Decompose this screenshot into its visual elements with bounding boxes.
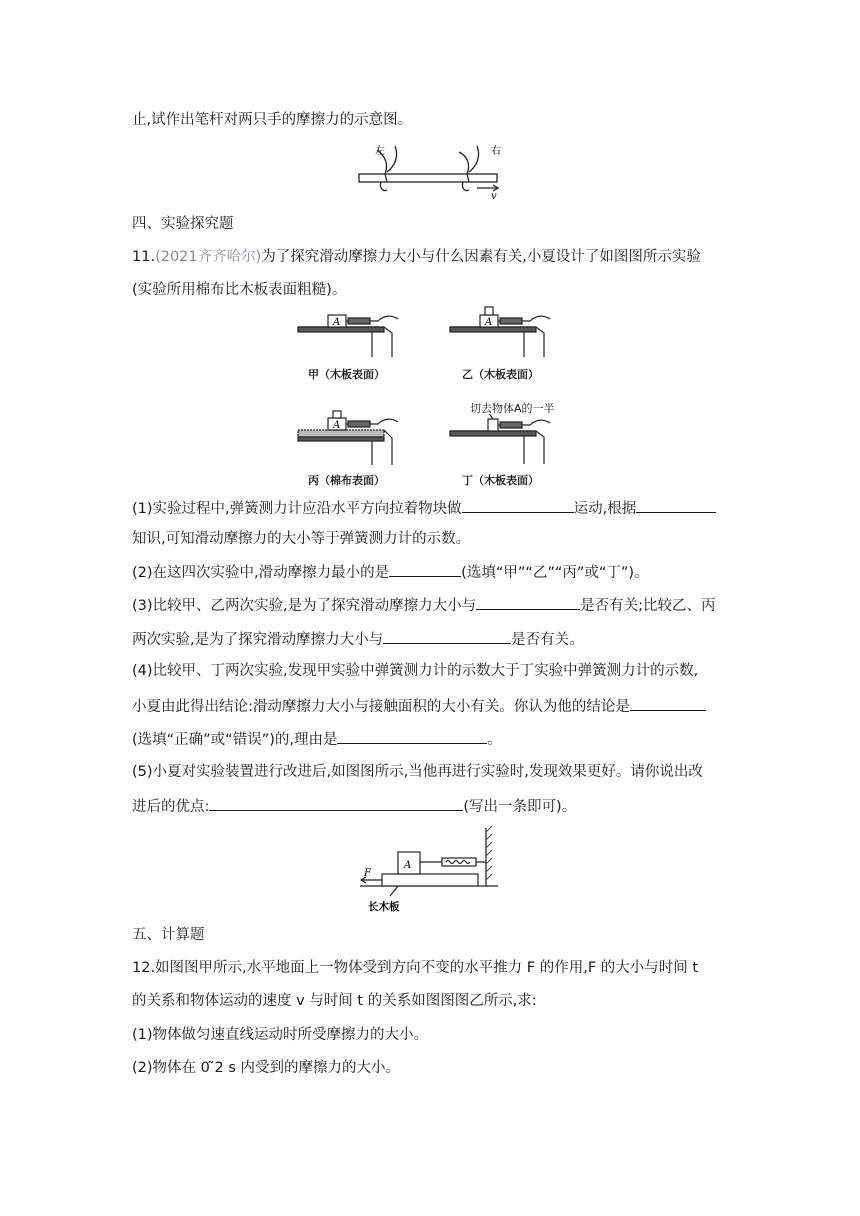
- q11-p3-blank1[interactable]: [476, 594, 580, 610]
- q11-p2-blank[interactable]: [389, 561, 461, 577]
- ding-note: 切去物体A的一半: [470, 402, 555, 415]
- q11-p1-line2: 知识,可知滑动摩擦力的大小等于弹簧测力计的示数。: [132, 531, 471, 547]
- q11-number: 11.: [132, 249, 156, 265]
- q11-p5-line1: (5)小夏对实验装置进行改进后,如图图所示,当他再进行实验时,发现效果更好。请你说出改: [132, 764, 703, 780]
- q11-p1-line1: [132, 497, 716, 519]
- experiment-bing-figure: [296, 408, 406, 468]
- improved-board-label: 长木板: [368, 901, 400, 913]
- pen-velocity-label: v: [491, 191, 497, 200]
- pen-friction-figure: [355, 142, 505, 200]
- q11-p4-blank1[interactable]: [630, 695, 706, 711]
- q11-p3-text-c: 两次实验,是为了探究滑动摩擦力大小与: [132, 632, 384, 648]
- q11-p4-blank2[interactable]: [337, 728, 487, 744]
- improved-force-label: F: [364, 868, 371, 879]
- q11-p3-text-d: 是否有关。: [511, 632, 584, 648]
- q11-p5-blank[interactable]: [209, 795, 463, 811]
- improved-block-label: A: [404, 860, 412, 871]
- jia-block-label: A: [333, 317, 341, 328]
- q12-line2: 的关系和物体运动的速度 v 与时间 t 的关系如图图图乙所示,求:: [132, 993, 537, 1009]
- caption-yi: 乙（木板表面）: [462, 368, 539, 381]
- yi-block-label: A: [485, 317, 493, 328]
- q11-p5-text-a: 进后的优点:: [132, 799, 210, 815]
- q11-p3-text-b: 是否有关;比较乙、丙: [580, 598, 716, 614]
- experiment-ding-figure: [448, 414, 558, 469]
- q11-p2: [132, 561, 649, 583]
- experiment-yi-figure: [448, 300, 558, 360]
- q11-p4-text-c: 。: [487, 732, 502, 748]
- caption-bing: 丙（棉布表面）: [308, 474, 385, 487]
- q11-p2-text-a: (2)在这四次实验中,滑动摩擦力最小的是: [132, 565, 390, 581]
- q11-p3-blank2[interactable]: [383, 628, 511, 644]
- q11-p4-line2: [132, 695, 706, 717]
- caption-jia: 甲（木板表面）: [308, 368, 385, 381]
- q11-p1-text-a: (1)实验过程中,弹簧测力计应沿水平方向拉着物块做: [132, 501, 462, 517]
- caption-ding: 丁（木板表面）: [462, 474, 539, 487]
- q11-p4-text-a: 小夏由此得出结论:滑动摩擦力大小与接触面积的大小有关。你认为他的结论是: [132, 699, 630, 715]
- q11-p4-line3: [132, 728, 502, 750]
- experiment-jia-figure: [296, 305, 406, 360]
- q11-p1-text-b: 运动,根据: [573, 501, 637, 517]
- pen-rod: [359, 174, 497, 182]
- improved-apparatus-figure: [358, 826, 506, 916]
- q11-p1-blank1[interactable]: [462, 497, 574, 513]
- q11-stem-line2: (实验所用棉布比木板表面粗糙)。: [132, 282, 347, 298]
- section4-title: 四、实验探究题: [132, 216, 234, 232]
- q11-p3-text-a: (3)比较甲、乙两次实验,是为了探究滑动摩擦力大小与: [132, 598, 477, 614]
- q12-p2: (2)物体在 0 ̃2 s 内受到的摩擦力的大小。: [132, 1060, 400, 1076]
- q11-stem-line1: [132, 247, 701, 267]
- q12-p1: (1)物体做匀速直线运动时所受摩擦力的大小。: [132, 1027, 429, 1043]
- q12-line1: 12.如图图甲所示,水平地面上一物体受到方向不变的水平推力 F 的作用,F 的大小与时间 t: [132, 960, 699, 976]
- section5-title: 五、计算题: [132, 927, 205, 943]
- q11-p1-blank2[interactable]: [636, 497, 716, 513]
- q11-p3-line1: [132, 594, 716, 616]
- q11-p2-text-b: (选填“甲”“乙”“丙”或“丁”)。: [461, 565, 649, 581]
- q11-p5-text-b: (写出一条即可)。: [463, 799, 577, 815]
- pen-left-label: 左: [375, 146, 385, 157]
- q11-p5-line2: [132, 795, 576, 817]
- q11-p4-text-b: (选填“正确”或“错误”)的,理由是: [132, 732, 338, 748]
- pen-right-label: 右: [491, 146, 501, 157]
- q11-source: (2021齐齐哈尔): [155, 249, 262, 265]
- q11-p3-line2: [132, 628, 584, 650]
- q11-stem-text: 为了探究滑动摩擦力大小与什么因素有关,小夏设计了如图图所示实验: [261, 249, 701, 265]
- bing-block-label: A: [333, 420, 341, 431]
- q11-p4-line1: (4)比较甲、丁两次实验,发现甲实验中弹簧测力计的示数大于丁实验中弹簧测力计的示数,: [132, 663, 699, 679]
- intro-line: 止,试作出笔杆对两只手的摩擦力的示意图。: [132, 112, 413, 128]
